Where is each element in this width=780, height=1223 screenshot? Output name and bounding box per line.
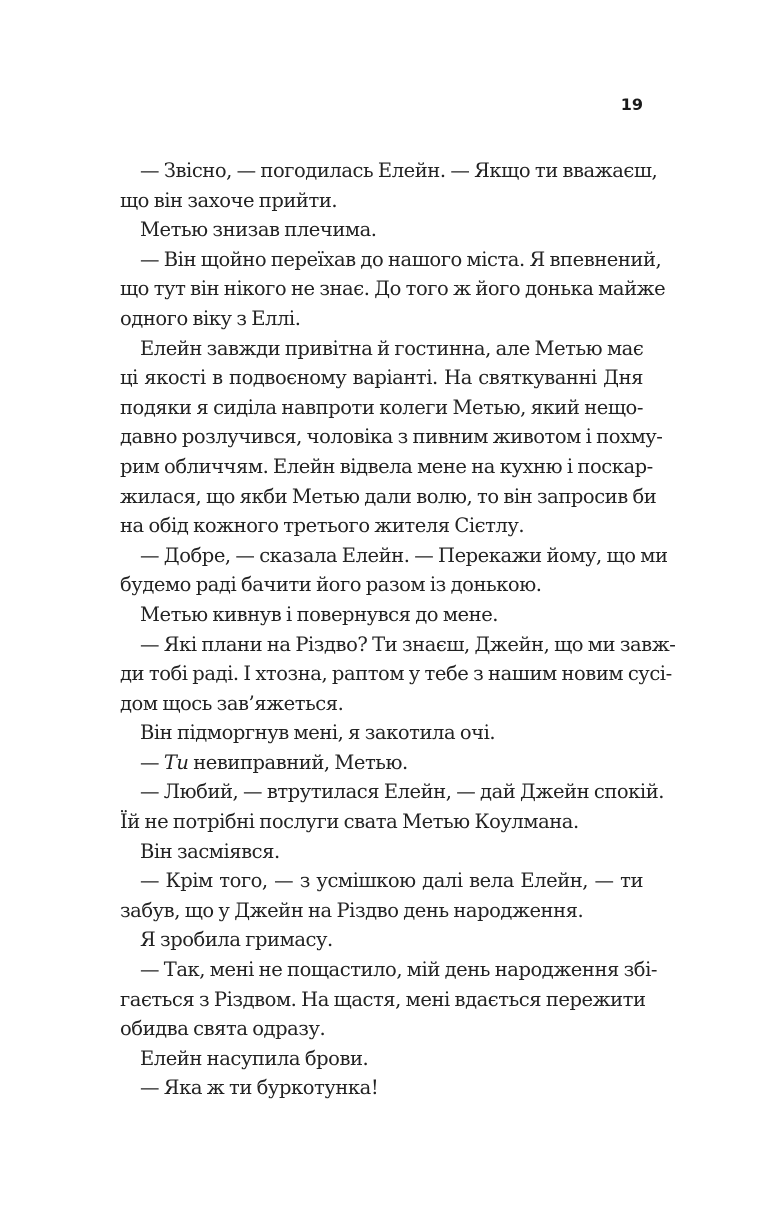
text-line: Він підморгнув мені, я закотила очі. <box>140 721 496 745</box>
text-line: обидва свята одразу. <box>120 1017 326 1041</box>
text-line: на обід кожного третього жителя Сієтлу. <box>120 514 525 538</box>
text-line: ці якості в подвоєному варіанті. На святкуванні Дня <box>120 366 643 390</box>
text-line: гається з Різдвом. На щастя, мені вдається пережити <box>120 987 646 1011</box>
text-line: Метью кивнув і повернувся до мене. <box>140 602 499 626</box>
text-line: — Любий, — втрутилася Елейн, — дай Джейн спокій. <box>140 780 664 804</box>
text-line: — Звісно, — погодилась Елейн. — Якщо ти вважаєш, <box>140 159 658 182</box>
page-number: 19 <box>620 95 643 114</box>
text-line: що тут він нікого не знає. До того ж його донька майже <box>120 277 666 301</box>
text-line: одного віку з Еллі. <box>120 306 301 330</box>
text-line: Елейн завжди привітна й гостинна, але Метью має <box>140 336 644 360</box>
text-segment: — <box>140 750 164 774</box>
text-line <box>120 748 643 778</box>
text-line: дом щось зав’яжеться. <box>120 691 344 715</box>
text-line: — Так, мені не пощастило, мій день народження збі- <box>140 958 657 982</box>
text-line: подяки я сиділа навпроти колеги Метью, який нещо- <box>120 395 643 419</box>
text-line: — Він щойно переїхав до нашого міста. Я впевнений, <box>140 247 662 271</box>
text-line: давно розлучився, чоловіка з пивним животом і похму- <box>120 425 663 449</box>
text-line: забув, що у Джейн на Різдво день народження. <box>120 898 584 922</box>
text-segment: невиправний, Метью. <box>188 750 408 774</box>
text-line: будемо раді бачити його разом із донькою. <box>120 573 542 597</box>
italic-emphasis: Ти <box>163 750 189 774</box>
text-line: — Крім того, — з усмішкою далі вела Елейн, — ти <box>140 869 643 893</box>
text-line: ди тобі раді. І хтозна, раптом у тебе з нашим новим сусі- <box>120 662 672 686</box>
text-line: Він засміявся. <box>140 839 280 863</box>
text-line: — Яка ж ти буркотунка! <box>140 1076 379 1100</box>
text-line: — Які плани на Різдво? Ти знаєш, Джейн, що ми завж- <box>140 632 676 656</box>
text-line: Елейн насупила брови. <box>140 1046 369 1070</box>
text-line: — Добре, — сказала Елейн. — Перекажи йому, що ми <box>140 543 668 567</box>
text-line: Їй не потрібні послуги свата Метью Коулмана. <box>120 810 579 834</box>
text-line: що він захоче прийти. <box>120 188 338 212</box>
text-line: Метью знизав плечима. <box>140 218 377 242</box>
text-line: жилася, що якби Метью дали волю, то він запросив би <box>120 484 657 508</box>
text-line: Я зробила гримасу. <box>140 928 333 952</box>
body-text <box>120 156 676 1103</box>
text-line: рим обличчям. Елейн відвела мене на кухню і поскар- <box>120 454 653 478</box>
